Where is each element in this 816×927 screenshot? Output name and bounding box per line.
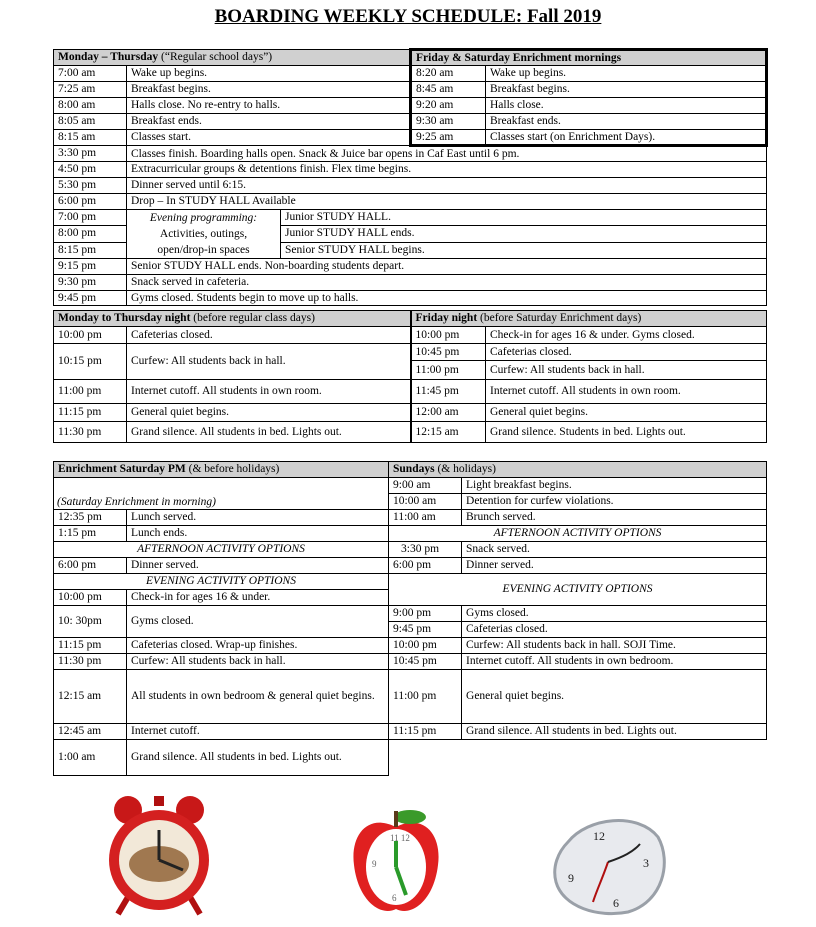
event: Brunch served.	[462, 510, 767, 526]
event: Junior STUDY HALL.	[281, 210, 767, 226]
svg-text:3: 3	[643, 856, 649, 870]
table-row	[54, 178, 767, 194]
enrichment-morning-header: Friday & Saturday Enrichment mornings	[411, 50, 767, 66]
time: 7:25 am	[54, 82, 127, 98]
event: Internet cutoff. All students in own room.	[127, 380, 411, 404]
melting-clock-icon	[548, 812, 672, 918]
time: 11:15 pm	[389, 724, 462, 740]
time: 8:15 pm	[54, 242, 127, 258]
table-row	[54, 275, 767, 291]
event: Grand silence. Students in bed. Lights out.	[486, 422, 767, 443]
event: General quiet begins.	[486, 404, 767, 422]
time: 10:45 pm	[389, 654, 462, 670]
table-row	[54, 98, 767, 114]
time: 12:45 am	[54, 724, 127, 740]
event: Classes finish. Boarding halls open. Snack & Juice bar opens in Caf East until 6 pm.	[127, 146, 767, 162]
time: 11:00 pm	[54, 380, 127, 404]
event: Light breakfast begins.	[462, 478, 767, 494]
table-row	[54, 130, 767, 146]
time: 8:15 am	[54, 130, 127, 146]
event: General quiet begins.	[462, 670, 767, 724]
event: Snack served in cafeteria.	[127, 275, 767, 291]
table-row	[54, 422, 767, 443]
event: Breakfast begins.	[127, 82, 411, 98]
time: 8:00 pm	[54, 226, 127, 242]
evening-programming-cell: Evening programming: Activities, outings, open/drop-in spaces	[127, 210, 281, 259]
time: 1:15 pm	[54, 526, 127, 542]
time: 9:30 pm	[54, 275, 127, 291]
event: Extracurricular groups & detentions finish. Flex time begins.	[127, 162, 767, 178]
event: Check-in for ages 16 & under. Gyms closed.	[486, 327, 767, 344]
table-row	[54, 327, 767, 344]
time: 9:30 am	[411, 114, 486, 130]
time: 6:00 pm	[54, 194, 127, 210]
table-row	[54, 380, 767, 404]
afternoon-activity-label: AFTERNOON ACTIVITY OPTIONS	[389, 526, 767, 542]
event: Internet cutoff. All students in own bedroom.	[462, 654, 767, 670]
alarm-clock-icon	[98, 792, 220, 918]
time: 11:00 am	[389, 510, 462, 526]
night-schedule-table	[53, 310, 767, 443]
event: Cafeterias closed.	[127, 327, 411, 344]
time: 5:30 pm	[54, 178, 127, 194]
time: 12:15 am	[411, 422, 486, 443]
evening-activity-label: EVENING ACTIVITY OPTIONS	[54, 574, 389, 590]
table-row	[54, 404, 767, 422]
table-row	[54, 194, 767, 210]
event: Halls close.	[486, 98, 767, 114]
event: Dinner served.	[127, 558, 389, 574]
event: Senior STUDY HALL ends. Non-boarding students depart.	[127, 259, 767, 275]
event: Internet cutoff.	[127, 724, 389, 740]
event: Senior STUDY HALL begins.	[281, 242, 767, 258]
weekday-schedule-table	[53, 48, 768, 306]
event: Classes start (on Enrichment Days).	[486, 130, 767, 146]
time: 10:00 pm	[411, 327, 486, 344]
time: 10: 30pm	[54, 606, 127, 638]
time: 11:30 pm	[54, 654, 127, 670]
event: Grand silence. All students in bed. Lights out.	[462, 724, 767, 740]
svg-text:9: 9	[568, 871, 574, 885]
time: 7:00 am	[54, 66, 127, 82]
time: 6:00 pm	[54, 558, 127, 574]
event: Lunch served.	[127, 510, 389, 526]
time: 11:30 pm	[54, 422, 127, 443]
event: All students in own bedroom & general quiet begins.	[127, 670, 389, 724]
table-row	[54, 66, 767, 82]
time: 3:30 pm	[389, 542, 462, 558]
svg-text:6: 6	[392, 893, 397, 903]
time: 7:00 pm	[54, 210, 127, 226]
event: Breakfast begins.	[486, 82, 767, 98]
time: 9:45 pm	[54, 291, 127, 306]
event: Curfew: All students back in hall.	[127, 654, 389, 670]
time: 11:15 pm	[54, 638, 127, 654]
time: 12:15 am	[54, 670, 127, 724]
event: Breakfast ends.	[127, 114, 411, 130]
time: 8:20 am	[411, 66, 486, 82]
time: 10:00 pm	[54, 327, 127, 344]
page-title: BOARDING WEEKLY SCHEDULE: Fall 2019	[214, 6, 602, 27]
table-row	[54, 146, 767, 162]
event: Curfew: All students back in hall.	[486, 361, 767, 380]
evening-activity-label: EVENING ACTIVITY OPTIONS	[389, 574, 767, 606]
apple-clock-icon	[348, 805, 444, 917]
table-row	[54, 210, 767, 226]
table-row	[54, 291, 767, 306]
time: 11:15 pm	[54, 404, 127, 422]
time: 4:50 pm	[54, 162, 127, 178]
time: 12:35 pm	[54, 510, 127, 526]
event: Curfew: All students back in hall. SOJI Time.	[462, 638, 767, 654]
event: Grand silence. All students in bed. Lights out.	[127, 740, 389, 776]
event: Grand silence. All students in bed. Lights out.	[127, 422, 411, 443]
time: 9:00 pm	[389, 606, 462, 622]
time: 9:25 am	[411, 130, 486, 146]
time: 10:45 pm	[411, 344, 486, 361]
time: 9:15 pm	[54, 259, 127, 275]
event: Cafeterias closed.	[462, 622, 767, 638]
weekday-header: Monday – Thursday (“Regular school days”)	[54, 50, 411, 66]
table-row	[54, 114, 767, 130]
svg-text:12: 12	[593, 829, 605, 843]
time: 10:00 am	[389, 494, 462, 510]
time: 11:00 pm	[389, 670, 462, 724]
time: 10:15 pm	[54, 344, 127, 380]
event: Detention for curfew violations.	[462, 494, 767, 510]
svg-text:11 12: 11 12	[390, 833, 410, 843]
table-row	[54, 259, 767, 275]
event: Junior STUDY HALL ends.	[281, 226, 767, 242]
time: 3:30 pm	[54, 146, 127, 162]
weekend-schedule-table	[53, 461, 767, 776]
event: General quiet begins.	[127, 404, 411, 422]
event: Lunch ends.	[127, 526, 389, 542]
time: 11:45 pm	[411, 380, 486, 404]
svg-text:6: 6	[613, 896, 619, 910]
time: 12:00 am	[411, 404, 486, 422]
time: 1:00 am	[54, 740, 127, 776]
event: Check-in for ages 16 & under.	[127, 590, 389, 606]
time: 6:00 pm	[389, 558, 462, 574]
table-row	[54, 82, 767, 98]
event: Cafeterias closed. Wrap-up finishes.	[127, 638, 389, 654]
event: Classes start.	[127, 130, 411, 146]
event: Snack served.	[462, 542, 767, 558]
time: 10:00 pm	[389, 638, 462, 654]
event: Internet cutoff. All students in own room.	[486, 380, 767, 404]
table-row	[54, 162, 767, 178]
afternoon-activity-label: AFTERNOON ACTIVITY OPTIONS	[54, 542, 389, 558]
time: 9:00 am	[389, 478, 462, 494]
time: 10:00 pm	[54, 590, 127, 606]
time: 11:00 pm	[411, 361, 486, 380]
time: 9:20 am	[411, 98, 486, 114]
event: Breakfast ends.	[486, 114, 767, 130]
event: Curfew: All students back in hall.	[127, 344, 411, 380]
table-row	[54, 344, 767, 361]
event: Gyms closed. Students begin to move up to halls.	[127, 291, 767, 306]
time: 8:45 am	[411, 82, 486, 98]
event: Drop – In STUDY HALL Available	[127, 194, 767, 210]
saturday-pm-header: Enrichment Saturday PM (& before holidays)	[54, 462, 389, 478]
weeknight-header: Monday to Thursday night (before regular class days)	[54, 311, 411, 327]
friday-night-header: Friday night (before Saturday Enrichment days)	[411, 311, 767, 327]
morning-note: (Saturday Enrichment in morning)	[54, 478, 389, 510]
event: Halls close. No re-entry to halls.	[127, 98, 411, 114]
event: Gyms closed.	[462, 606, 767, 622]
event: Wake up begins.	[486, 66, 767, 82]
time: 8:00 am	[54, 98, 127, 114]
time: 8:05 am	[54, 114, 127, 130]
sundays-header: Sundays (& holidays)	[389, 462, 767, 478]
event: Dinner served until 6:15.	[127, 178, 767, 194]
svg-text:9: 9	[372, 859, 377, 869]
event: Wake up begins.	[127, 66, 411, 82]
event: Gyms closed.	[127, 606, 389, 638]
event: Dinner served.	[462, 558, 767, 574]
time: 9:45 pm	[389, 622, 462, 638]
event: Cafeterias closed.	[486, 344, 767, 361]
